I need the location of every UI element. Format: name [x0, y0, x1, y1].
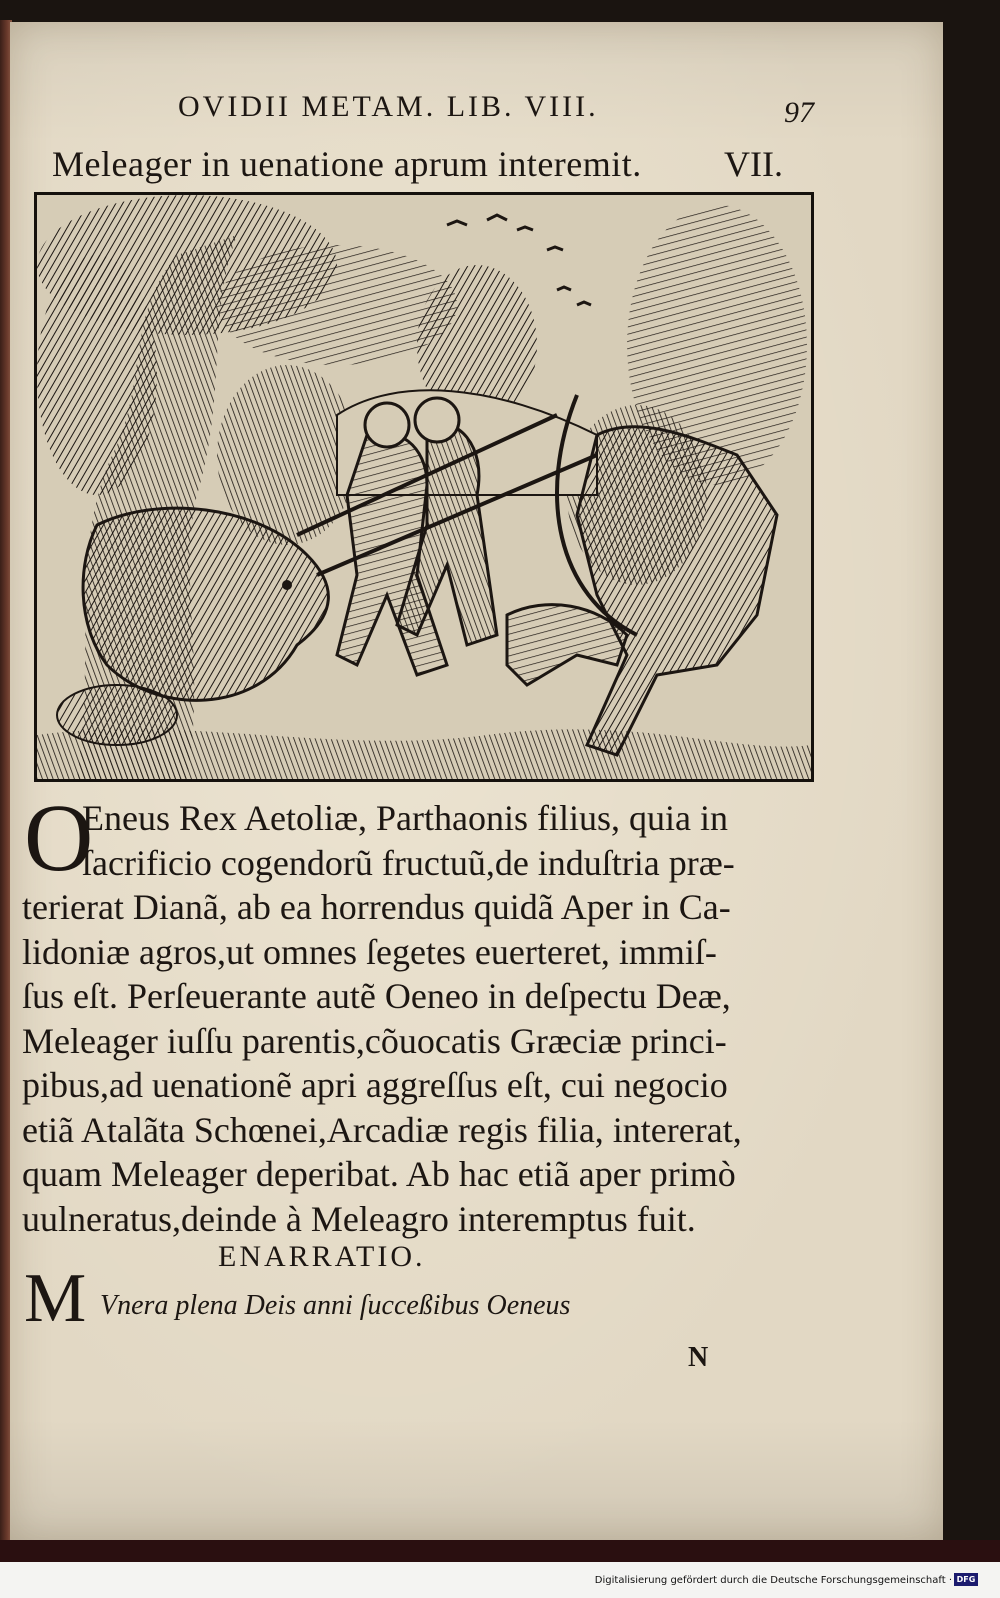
page-number: 97 — [784, 96, 814, 129]
section-heading: ENARRATIO. — [218, 1240, 426, 1273]
running-head: OVIDII METAM. LIB. VIII. — [178, 90, 599, 123]
signature-mark: N — [688, 1342, 709, 1373]
verse-line: Vnera plena Deis anni ſucceßibus Oeneus — [100, 1290, 571, 1321]
funding-notice: Digitalisierung gefördert durch die Deutsche Forschungsgemeinschaft · — [594, 1575, 952, 1586]
drop-cap-o: O — [24, 784, 94, 891]
body-line: lidoniæ agros,ut omnes ſegetes euerteret, immiſ- — [22, 931, 717, 972]
body-line: quam Meleager deperibat. Ab hac etiã aper primò — [22, 1154, 736, 1194]
body-paragraph — [22, 784, 822, 1241]
illustration-caption: Meleager in uenatione aprum interemit. — [52, 144, 642, 184]
dfg-logo-icon: DFG — [954, 1573, 978, 1586]
drop-cap-m: M — [24, 1260, 87, 1337]
body-line: pibus,ad uenationẽ apri aggreſſus eſt, cui negocio — [22, 1065, 728, 1105]
body-line: terierat Dianã, ab ea horrendus quidã Aper in Ca- — [22, 887, 731, 927]
body-line: uulneratus,deinde à Meleagro interemptus fuit. — [22, 1198, 696, 1239]
woodcut-illustration — [34, 192, 814, 782]
body-line: Eneus Rex Aetoliæ, Parthaonis filius, quia in — [82, 798, 728, 838]
body-line: Meleager iuſſu parentis,cõuocatis Græciæ princi- — [22, 1020, 727, 1061]
body-line: ſus eſt. Perſeuerante autẽ Oeneo in deſpectu Deæ, — [22, 976, 731, 1016]
boar-hunt-woodcut-picture — [37, 195, 811, 779]
body-line: ſacrificio cogendorũ fructuũ,de induſtria præ- — [82, 842, 735, 883]
caption-number: VII. — [724, 144, 783, 184]
scan-bottom-edge — [0, 1540, 1000, 1562]
body-line: etiã Atalãta Schœnei,Arcadiæ regis filia, intererat, — [22, 1109, 742, 1150]
